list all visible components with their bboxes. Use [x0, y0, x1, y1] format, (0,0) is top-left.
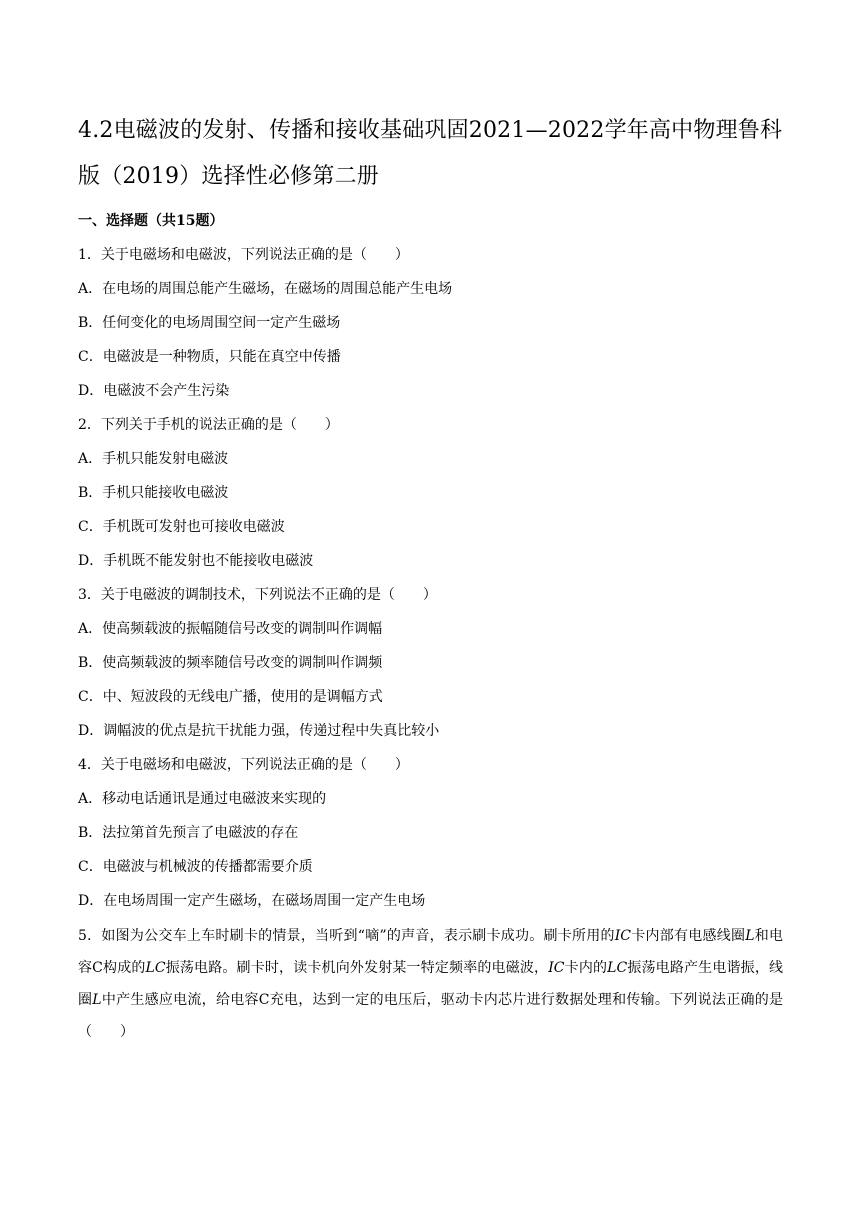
question-5-text: 振荡电路。刷卡时，读卡机向外发射某一特定频率的电磁波，	[165, 960, 549, 976]
question-5-text: 中产生感应电流，给电容C充电，达到一定的电压后，驱动卡内芯片进行数据处理和传输。下列说法正确的是（ ）	[78, 992, 783, 1040]
option-a: A．移动电话通讯是通过电磁波来实现的	[78, 791, 327, 807]
option-d: D．在电场周围一定产生磁场，在磁场周围一定产生电场	[78, 893, 426, 909]
option-d: D．手机既不能发射也不能接收电磁波	[78, 553, 314, 569]
section-heading: 一、选择题（共15题）	[78, 213, 224, 229]
question-stem: 4．关于电磁场和电磁波，下列说法正确的是（ ）	[78, 757, 409, 773]
option-b: B．法拉第首先预言了电磁波的存在	[78, 825, 299, 841]
question-5-text: 和电容C构成的	[78, 928, 783, 976]
inductor-symbol: L	[745, 928, 755, 944]
question-5-text: 卡内部有电感线圈	[631, 928, 746, 944]
question-stem: 2．下列关于手机的说法正确的是（ ）	[78, 417, 339, 433]
lc-term: LC	[607, 960, 628, 976]
option-b: B．手机只能接收电磁波	[78, 485, 229, 501]
document-title: 4.2电磁波的发射、传播和接收基础巩固2021—2022学年高中物理鲁科版（2019）选择性必修第二册	[78, 118, 783, 189]
option-d: D．电磁波不会产生污染	[78, 383, 230, 399]
lc-term: LC	[145, 960, 166, 976]
question-3	[78, 578, 783, 748]
option-d: D．调幅波的优点是抗干扰能力强，传递过程中失真比较小	[78, 723, 440, 739]
option-c: C．中、短波段的无线电广播，使用的是调幅方式	[78, 689, 383, 705]
option-a: A．使高频载波的振幅随信号改变的调制叫作调幅	[78, 621, 383, 637]
option-b: B．使高频载波的频率随信号改变的调制叫作调频	[78, 655, 383, 671]
option-a: A．手机只能发射电磁波	[78, 451, 229, 467]
question-stem: 1．关于电磁场和电磁波，下列说法正确的是（ ）	[78, 247, 409, 263]
question-5-text: 5．如图为公交车上车时刷卡的情景，当听到“嘀”的声音，表示刷卡成功。刷卡所用的	[78, 928, 615, 944]
question-5-text: 振荡电路产生电谐振，线圈	[78, 960, 784, 1008]
option-c: C．手机既可发射也可接收电磁波	[78, 519, 285, 535]
question-2	[78, 408, 783, 578]
option-c: C．电磁波与机械波的传播都需要介质	[78, 859, 313, 875]
option-a: A．在电场的周围总能产生磁场，在磁场的周围总能产生电场	[78, 281, 453, 297]
question-5-stem	[78, 920, 783, 1048]
question-stem: 3．关于电磁波的调制技术，下列说法不正确的是（ ）	[78, 587, 437, 603]
inductor-symbol: L	[92, 992, 102, 1008]
option-b: B．任何变化的电场周围空间一定产生磁场	[78, 315, 341, 331]
question-1	[78, 238, 783, 408]
question-4	[78, 748, 783, 918]
ic-term: IC	[548, 960, 565, 976]
question-5-text: 卡内的	[564, 960, 608, 976]
option-c: C．电磁波是一种物质，只能在真空中传播	[78, 349, 341, 365]
document-page	[78, 108, 783, 1048]
ic-term: IC	[614, 928, 631, 944]
